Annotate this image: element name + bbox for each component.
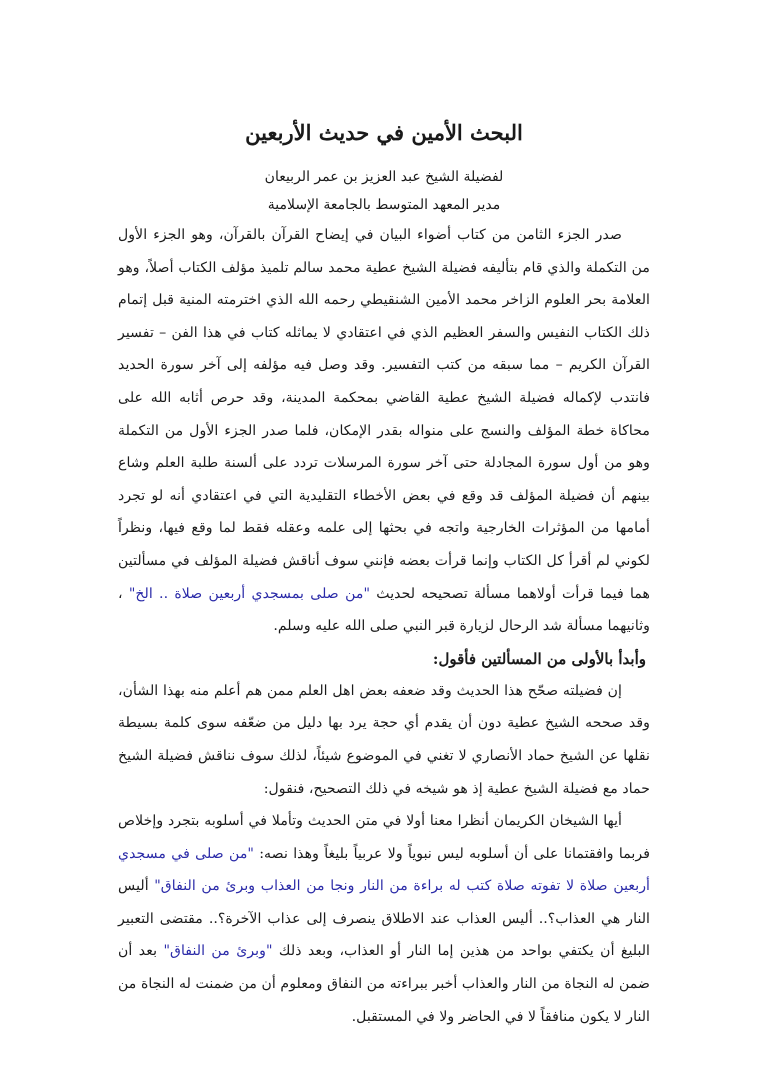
section-heading: وأبدأ بالأولى من المسألتين فأقول: <box>432 649 646 668</box>
paragraph-3-text-a: أيها الشيخان الكريمان أنظرا معنا أولا في متن الحديث وتأملا في أسلوبه بتجرد وإخلاص فربما وافقتمانا على أن أسلوبه ليس نبوياً ولا عربياً بليغاً وهذا نصه: <box>118 813 650 862</box>
document-title: البحث الأمين في حديث الأربعين <box>245 120 523 145</box>
hadith-quote-1: "من صلى بمسجدي أربعين صلاة .. الخ" <box>128 585 371 602</box>
paragraph-3-text-c: بعد أن ضمن له النجاة من النار والعذاب أخبر ببراءته من النفاق ومعلوم أن من ضمنت له النجاة من النار لا يكون منافقاً لا في الحاضر ولا في المستقبل. <box>118 943 650 1025</box>
hadith-quote-3: "وبرئ من النفاق" <box>163 943 273 960</box>
position-line: مدير المعهد المتوسط بالجامعة الإسلامية <box>267 197 501 213</box>
author-line: لفضيلة الشيخ عبد العزيز بن عمر الربيعان <box>264 169 504 185</box>
hadith-quote-2: "من صلى في مسجدي أربعين صلاة لا تفوته صلاة كتب له براءة من النار ونجا من العذاب وبرئ من النفاق" <box>118 845 650 895</box>
paragraph-1 <box>118 219 650 643</box>
paragraph-1-text-a: صدر الجزء الثامن من كتاب أضواء البيان في إيضاح القرآن بالقرآن، وهو الجزء الأول من التكملة والذي قام بتأليفه فضيلة الشيخ عطية محمد سالم تلميذ مؤلف الكتاب أصلاً، وهو العلامة بحر العلوم الزاخر محمد الأمين الشنقيطي رحمه الله الذي اخترمته المنية قبل إتمام ذلك الكتاب النفيس والسفر العظيم الذي في اعتقادي لا يماثله كتاب في هذا الفن – تفسير القرآن الكريم – مما سبقه من كتب التفسير. وقد وصل فيه مؤلفه إلى آخر سورة الحديد فانتدب لإكماله فضيلة الشيخ عطية القاضي بمحكمة المدينة، وقد حرص أثابه الله على محاكاة خطة المؤلف والنسج على منواله بقدر الإمكان، فلما صدر الجزء الأول من التكملة وهو من أول سورة المجادلة حتى آخر سورة المرسلات تردد على ألسنة طلبة العلم وشاع بينهم أن فضيلة المؤلف قد وقع في بعض الأخطاء التقليدية التي في اعتقادي أنه لو تجرد أمامها من المؤثرات الخارجية واتجه في بحثها إلى علمه وعقله فقط لما وقع فيها، ونظراً لكوني لم أقرأ كل الكتاب وإنما قرأت بعضه فإنني سوف أناقش فضيلة المؤلف في مسألتين هما فيما قرأت أولاهما مسألة تصحيحه لحديث <box>118 227 651 602</box>
paragraph-3 <box>118 805 650 1033</box>
paragraph-2: إن فضيلته صحّح هذا الحديث وقد ضعفه بعض اهل العلم ممن هم أعلم منه بهذا الشأن، وقد صححه الشيخ عطية دون أن يقدم أي حجة يرد بها دليل من ضعّفه سوى كلمة بسيطة نقلها عن الشيخ حماد الأنصاري لا تغني في الموضوع شيئاً، لذلك سوف نناقش فضيلة الشيخ حماد مع فضيلة الشيخ عطية إذ هو شيخه في ذلك التصحيح، فنقول: <box>118 682 650 797</box>
paragraph-1-text-b: ، وثانيهما مسألة شد الرحال لزيارة قبر النبي صلى الله عليه وسلم. <box>118 585 650 635</box>
paragraph-3-text-b: أليس النار هي العذاب؟.. أليس العذاب عند الاطلاق ينصرف إلى عذاب الآخرة؟.. مقتضى التعبير البليغ أن يكتفي بواحد من هذين إما النار أو العذاب، وبعد ذلك <box>118 878 650 960</box>
